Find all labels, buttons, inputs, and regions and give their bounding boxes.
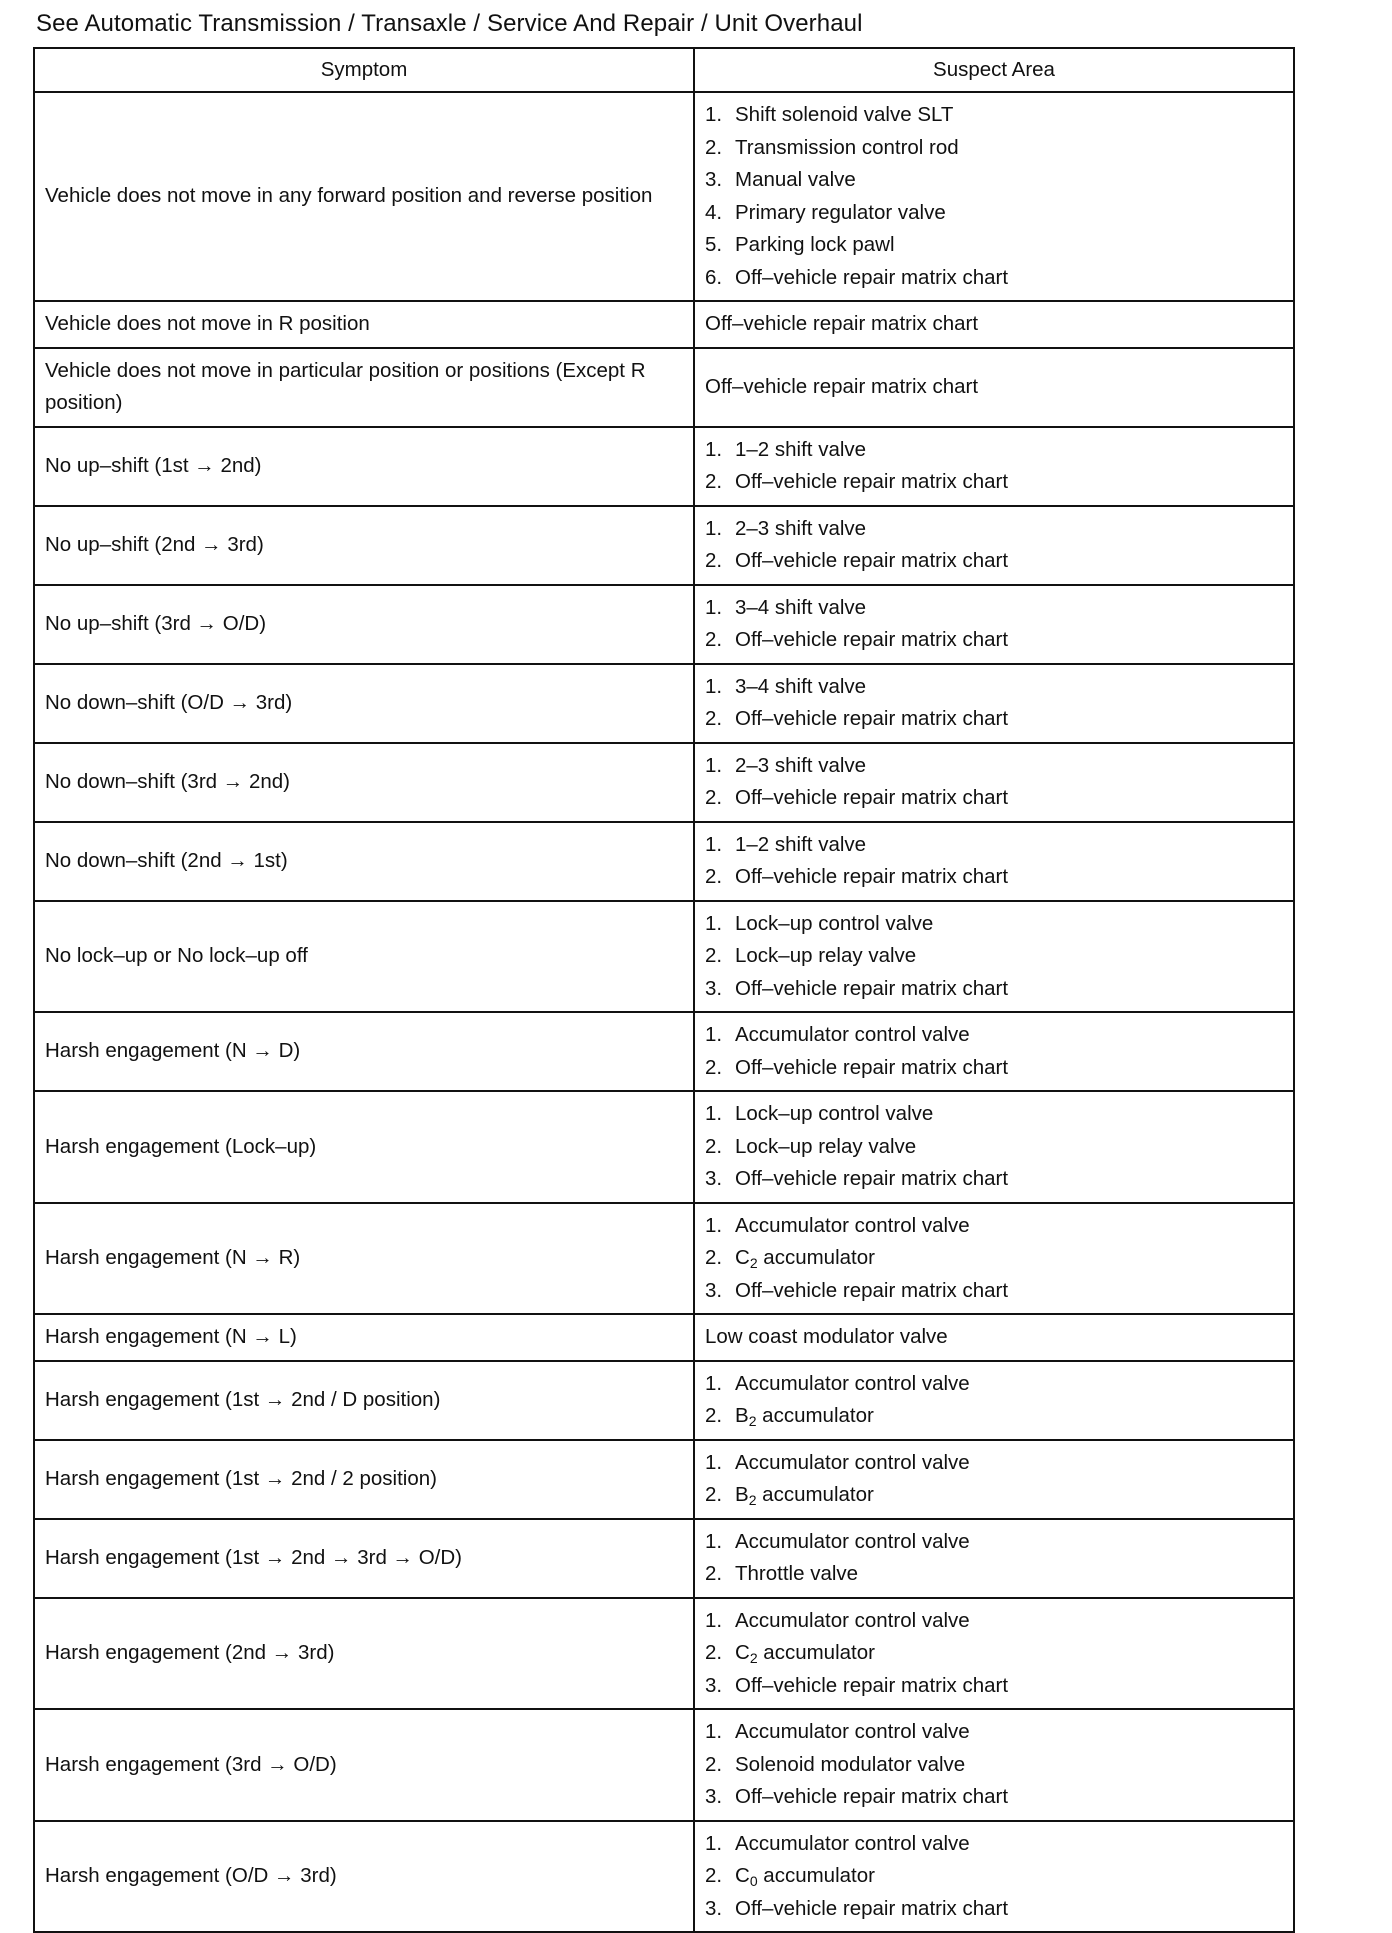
suspect-text: Lock–up relay valve (735, 944, 917, 967)
suspect-text: Off–vehicle repair matrix chart (735, 470, 1009, 493)
suspect-area-cell (694, 1012, 1294, 1091)
table-row (34, 1012, 1294, 1091)
suspect-text: Primary regulator valve (735, 200, 946, 224)
symptom-cell: Vehicle does not move in R position (34, 301, 694, 348)
page-heading: See Automatic Transmission / Transaxle / Service And Repair / Unit Overhaul (36, 10, 863, 37)
suspect-text: 1–2 shift valve (735, 437, 867, 461)
list-number: 1. (705, 1529, 723, 1553)
suspect-text: Off–vehicle repair matrix chart (735, 628, 1009, 651)
suspect-list-item (705, 434, 1283, 467)
list-number: 3. (705, 168, 723, 191)
symptom-cell: Harsh engagement (3rd → O/D) (34, 1709, 694, 1821)
suspect-text: Lock–up relay valve (735, 1134, 917, 1158)
symptom-cell: Vehicle does not move in particular position or positions (Except R position) (34, 348, 694, 427)
table-row (34, 1440, 1294, 1519)
suspect-text: Accumulator control valve (735, 1213, 970, 1237)
suspect-list-item (705, 782, 1283, 815)
suspect-list-item (705, 1447, 1283, 1480)
table-row (34, 1821, 1294, 1933)
list-number: 3. (705, 1278, 723, 1302)
table-header-row (34, 48, 1294, 92)
table-row (34, 1598, 1294, 1710)
table-row (34, 301, 1294, 348)
list-number: 2. (705, 549, 723, 572)
list-number: 3. (705, 1673, 723, 1697)
symptom-cell: Harsh engagement (Lock–up) (34, 1091, 694, 1203)
suspect-list-item (705, 99, 1283, 132)
list-number: 2. (705, 628, 723, 651)
suspect-text: Manual valve (735, 168, 856, 191)
suspect-list-item (705, 197, 1283, 230)
symptom-cell: Harsh engagement (1st → 2nd / D position) (34, 1361, 694, 1440)
table-row (34, 1091, 1294, 1203)
symptom-column-header: Symptom (34, 48, 694, 92)
list-number: 2. (705, 1562, 723, 1585)
list-number: 3. (705, 1167, 723, 1190)
suspect-list-item (705, 1275, 1283, 1308)
suspect-list-item (705, 1019, 1283, 1052)
suspect-text: Off–vehicle repair matrix chart (735, 265, 1009, 289)
suspect-text: Off–vehicle repair matrix chart (735, 786, 1009, 809)
list-number: 2. (705, 1752, 723, 1776)
symptom-table (33, 47, 1295, 1933)
suspect-text: Accumulator control valve (735, 1450, 970, 1474)
suspect-list-item (705, 973, 1283, 1006)
list-number: 2. (705, 865, 723, 888)
list-number: 1. (705, 437, 723, 461)
list-number: 2. (705, 1055, 723, 1079)
suspect-area-cell (694, 1598, 1294, 1710)
suspect-list-item (705, 829, 1283, 862)
table-row (34, 1519, 1294, 1598)
table-row (34, 901, 1294, 1013)
suspect-text: $C_0$ accumulator (735, 1864, 875, 1889)
list-number: 3. (705, 1896, 723, 1920)
suspect-text: Throttle valve (735, 1562, 859, 1585)
list-number: 2. (705, 707, 723, 730)
suspect-list-item (705, 1828, 1283, 1861)
suspect-area-cell (694, 92, 1294, 301)
symptom-cell: No up–shift (3rd → O/D) (34, 585, 694, 664)
suspect-area-cell (694, 427, 1294, 506)
table-row (34, 1314, 1294, 1361)
suspect-list-item (705, 908, 1283, 941)
table-row (34, 1361, 1294, 1440)
suspect-text: Accumulator control valve (735, 1720, 970, 1743)
suspect-list-item (705, 1893, 1283, 1926)
suspect-area-cell (694, 585, 1294, 664)
table-row (34, 664, 1294, 743)
suspect-text: 3–4 shift valve (735, 595, 867, 619)
suspect-text: 2–3 shift valve (735, 753, 867, 777)
list-number: 2. (705, 786, 723, 809)
suspect-text: Accumulator control valve (735, 1608, 970, 1632)
list-number: 1. (705, 1608, 723, 1632)
suspect-text: Off–vehicle repair matrix chart (735, 1896, 1009, 1920)
suspect-area-cell (694, 348, 1294, 427)
symptom-cell: No lock–up or No lock–up off (34, 901, 694, 1013)
suspect-list-item (705, 164, 1283, 197)
list-number: 1. (705, 1831, 723, 1855)
symptom-cell: Harsh engagement (1st → 2nd / 2 position) (34, 1440, 694, 1519)
suspect-list-item (705, 703, 1283, 736)
suspect-text: Off–vehicle repair matrix chart (735, 865, 1009, 888)
list-number: 2. (705, 1483, 723, 1506)
table-row (34, 1203, 1294, 1315)
list-number: 1. (705, 516, 723, 540)
suspect-list-item (705, 1860, 1283, 1893)
symptom-cell: No down–shift (O/D → 3rd) (34, 664, 694, 743)
symptom-cell: Harsh engagement (N → L) (34, 1314, 694, 1361)
suspect-text: Off–vehicle repair matrix chart (705, 312, 979, 335)
suspect-area-cell (694, 822, 1294, 901)
suspect-list-item (705, 1052, 1283, 1085)
suspect-area-cell (694, 1314, 1294, 1361)
suspect-text: 3–4 shift valve (735, 674, 867, 698)
symptom-cell: No down–shift (3rd → 2nd) (34, 743, 694, 822)
suspect-list-item (705, 1163, 1283, 1196)
list-number: 2. (705, 944, 723, 967)
suspect-list-item (705, 624, 1283, 657)
suspect-text: Shift solenoid valve SLT (735, 103, 954, 126)
suspect-list-item (705, 1716, 1283, 1749)
suspect-text: Off–vehicle repair matrix chart (735, 1785, 1009, 1808)
suspect-list-item (705, 592, 1283, 625)
suspect-list-item (705, 1637, 1283, 1670)
suspect-text: Off–vehicle repair matrix chart (705, 374, 979, 398)
list-number: 1. (705, 1023, 723, 1046)
suspect-text: Off–vehicle repair matrix chart (735, 707, 1009, 730)
suspect-text: Off–vehicle repair matrix chart (735, 1673, 1009, 1697)
suspect-list-item (705, 132, 1283, 165)
list-number: 1. (705, 595, 723, 619)
suspect-text: Solenoid modulator valve (735, 1752, 966, 1776)
suspect-area-cell (694, 1440, 1294, 1519)
list-number: 2. (705, 135, 723, 159)
suspect-area-cell (694, 1361, 1294, 1440)
symptom-cell: No down–shift (2nd → 1st) (34, 822, 694, 901)
suspect-text: 2–3 shift valve (735, 516, 867, 540)
list-number: 4. (705, 200, 723, 224)
list-number: 2. (705, 1246, 723, 1269)
suspect-area-cell (694, 1203, 1294, 1315)
suspect-text: Accumulator control valve (735, 1529, 970, 1553)
table-row (34, 348, 1294, 427)
suspect-list-item (705, 1400, 1283, 1433)
table-row (34, 822, 1294, 901)
suspect-text: Accumulator control valve (735, 1023, 970, 1046)
suspect-area-cell (694, 301, 1294, 348)
suspect-text: Accumulator control valve (735, 1831, 970, 1855)
suspect-list-item (705, 940, 1283, 973)
table-row (34, 1709, 1294, 1821)
suspect-text: Transmission control rod (735, 135, 959, 159)
table-row (34, 506, 1294, 585)
suspect-area-column-header: Suspect Area (694, 48, 1294, 92)
suspect-area-cell (694, 664, 1294, 743)
suspect-text: Low coast modulator valve (705, 1325, 948, 1348)
suspect-list-item (705, 861, 1283, 894)
suspect-list-item (705, 1098, 1283, 1131)
suspect-list-item (705, 1749, 1283, 1782)
symptom-cell: Vehicle does not move in any forward position and reverse position (34, 92, 694, 301)
list-number: 1. (705, 1720, 723, 1743)
list-number: 1. (705, 1213, 723, 1237)
suspect-list-item (705, 750, 1283, 783)
suspect-list-item (705, 1526, 1283, 1559)
list-number: 1. (705, 832, 723, 856)
table-row (34, 743, 1294, 822)
suspect-list-item (705, 1131, 1283, 1164)
list-number: 5. (705, 233, 723, 256)
list-number: 1. (705, 1102, 723, 1125)
suspect-list-item (705, 1670, 1283, 1703)
suspect-list-item (705, 466, 1283, 499)
symptom-cell: Harsh engagement (2nd → 3rd) (34, 1598, 694, 1710)
suspect-text: Parking lock pawl (735, 233, 895, 256)
symptom-cell: Harsh engagement (O/D → 3rd) (34, 1821, 694, 1933)
list-number: 2. (705, 1134, 723, 1158)
suspect-text: Off–vehicle repair matrix chart (735, 1055, 1009, 1079)
suspect-area-cell (694, 1821, 1294, 1933)
suspect-area-cell (694, 1091, 1294, 1203)
list-number: 2. (705, 470, 723, 493)
list-number: 1. (705, 753, 723, 777)
suspect-text: Lock–up control valve (735, 1102, 934, 1125)
suspect-list-item (705, 262, 1283, 295)
suspect-list-item (705, 1781, 1283, 1814)
symptom-cell: Harsh engagement (1st → 2nd → 3rd → O/D) (34, 1519, 694, 1598)
table-row (34, 427, 1294, 506)
list-number: 2. (705, 1641, 723, 1664)
suspect-text: $B_2$ accumulator (735, 1404, 874, 1429)
list-number: 6. (705, 265, 723, 289)
suspect-text: 1–2 shift valve (735, 832, 867, 856)
list-number: 2. (705, 1864, 723, 1887)
suspect-area-cell (694, 901, 1294, 1013)
symptom-cell: Harsh engagement (N → D) (34, 1012, 694, 1091)
suspect-text: Off–vehicle repair matrix chart (735, 1167, 1009, 1190)
symptom-cell: Harsh engagement (N → R) (34, 1203, 694, 1315)
suspect-list-item (705, 671, 1283, 704)
table-body (34, 92, 1294, 1932)
suspect-list-item (705, 229, 1283, 262)
list-number: 2. (705, 1404, 723, 1427)
list-number: 1. (705, 1371, 723, 1395)
suspect-list-item (705, 1558, 1283, 1591)
suspect-area-cell (694, 1709, 1294, 1821)
suspect-area-cell (694, 743, 1294, 822)
list-number: 1. (705, 1450, 723, 1474)
suspect-area-cell (694, 506, 1294, 585)
suspect-list-item (705, 545, 1283, 578)
suspect-area-cell (694, 1519, 1294, 1598)
list-number: 1. (705, 911, 723, 935)
list-number: 3. (705, 1785, 723, 1808)
suspect-list-item (705, 1368, 1283, 1401)
list-number: 1. (705, 103, 723, 126)
table-row (34, 92, 1294, 301)
suspect-text: Lock–up control valve (735, 911, 934, 935)
symptom-cell: No up–shift (2nd → 3rd) (34, 506, 694, 585)
suspect-text: $C_2$ accumulator (735, 1641, 875, 1666)
suspect-text: $B_2$ accumulator (735, 1483, 874, 1508)
suspect-text: Off–vehicle repair matrix chart (735, 1278, 1009, 1302)
suspect-text: Accumulator control valve (735, 1371, 970, 1395)
suspect-list-item (705, 1605, 1283, 1638)
suspect-text: $C_2$ accumulator (735, 1246, 875, 1271)
suspect-list-item (705, 1210, 1283, 1243)
suspect-list-item (705, 1242, 1283, 1275)
suspect-text: Off–vehicle repair matrix chart (735, 976, 1009, 1000)
list-number: 1. (705, 674, 723, 698)
symptom-cell: No up–shift (1st → 2nd) (34, 427, 694, 506)
suspect-list-item (705, 1479, 1283, 1512)
suspect-text: Off–vehicle repair matrix chart (735, 549, 1009, 572)
list-number: 3. (705, 976, 723, 1000)
suspect-list-item (705, 513, 1283, 546)
table-row (34, 585, 1294, 664)
